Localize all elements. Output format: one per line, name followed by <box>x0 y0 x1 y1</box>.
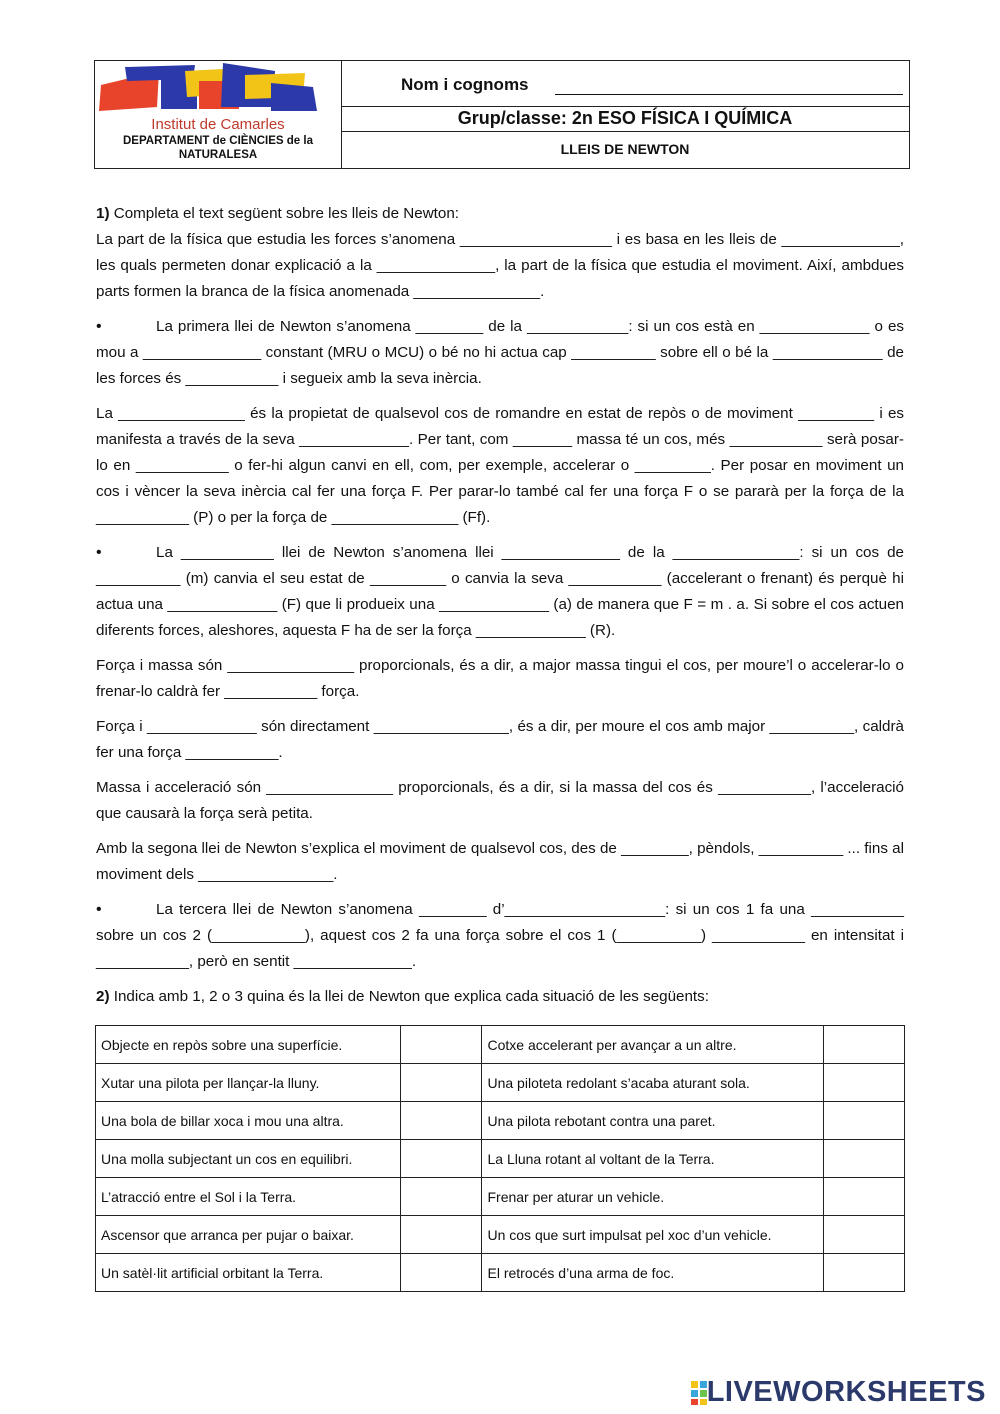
table-row <box>96 1102 905 1140</box>
situation-cell: El retrocés d’una arma de foc. <box>482 1254 824 1292</box>
answer-cell[interactable] <box>824 1140 905 1178</box>
situation-cell: La Lluna rotant al voltant de la Terra. <box>482 1140 824 1178</box>
answer-cell[interactable] <box>824 1178 905 1216</box>
section2-number: 2) <box>96 988 110 1005</box>
liveworksheets-watermark: LIVEWORKSHEETS <box>706 1376 986 1408</box>
topic-row: LLEIS DE NEWTON <box>560 141 690 157</box>
answer-cell[interactable] <box>824 1216 905 1254</box>
answer-cell[interactable] <box>824 1064 905 1102</box>
situation-cell: Una pilota rebotant contra una paret. <box>482 1102 824 1140</box>
section1-instruction: Completa el text següent sobre les lleis de Newton: <box>109 205 460 222</box>
table-row <box>96 1064 905 1102</box>
school-name: Institut de Camarles <box>151 116 285 133</box>
answer-cell[interactable] <box>401 1140 482 1178</box>
school-logo-cell <box>95 61 342 168</box>
answer-cell[interactable] <box>824 1026 905 1064</box>
answer-cell[interactable] <box>401 1216 482 1254</box>
third-law-bullet[interactable]: • La tercera llei de Newton s’anomena ________ d’___________________: si un cos 1 fa una ___________ sobre un cos 2 (___________), aquest cos 2 fa una força sobre el cos 1 (__________) ___________ en intensitat i ___________, però en sentit ______________. <box>96 897 904 975</box>
section2-instruction: Indica amb 1, 2 o 3 quina és la llei de Newton que explica cada situació de les següents: <box>109 988 709 1005</box>
answer-cell[interactable] <box>401 1064 482 1102</box>
section1-number: 1) <box>96 205 110 222</box>
table-row <box>96 1140 905 1178</box>
school-logo <box>95 61 341 117</box>
table-row <box>96 1216 905 1254</box>
situation-cell: Ascensor que arranca per pujar o baixar. <box>96 1216 401 1254</box>
situation-cell: Una molla subjectant un cos en equilibri. <box>96 1140 401 1178</box>
answer-cell[interactable] <box>824 1254 905 1292</box>
group-row: Grup/classe: 2n ESO FÍSICA I QUÍMICA <box>341 106 909 132</box>
mass-acceleration-paragraph[interactable]: Massa i acceleració són _______________ proporcionals, és a dir, si la massa del cos és ___________, l’acceleració que causarà la força serà petita. <box>96 779 904 822</box>
situation-cell: Un cos que surt impulsat pel xoc d’un vehicle. <box>482 1216 824 1254</box>
answer-cell[interactable] <box>401 1026 482 1064</box>
answer-cell[interactable] <box>824 1102 905 1140</box>
second-law-bullet[interactable]: • La ___________ llei de Newton s’anomena llei ______________ de la _______________: si un cos de __________ (m) canvia el seu estat de _________ o canvia la seva ___________ (accelerant o frenant) és perquè hi actua una _____________ (F) que li produeix una _____________ (a) de manera que F = m . a. Si sobre el cos actuen diferents forces, aleshores, aquesta F ha de ser la força _____________ (R). <box>96 540 904 644</box>
worksheet-header <box>94 60 910 169</box>
table-row <box>96 1178 905 1216</box>
situation-cell: Un satèl·lit artificial orbitant la Terra. <box>96 1254 401 1292</box>
section1-title <box>96 201 904 227</box>
name-row <box>341 61 909 107</box>
answer-cell[interactable] <box>401 1178 482 1216</box>
situation-cell: L’atracció entre el Sol i la Terra. <box>96 1178 401 1216</box>
worksheet-content <box>96 201 904 1010</box>
name-blank[interactable] <box>555 94 903 95</box>
table-row <box>96 1254 905 1292</box>
situations-table <box>95 1025 905 1292</box>
first-law-bullet[interactable]: • La primera llei de Newton s’anomena ________ de la ____________: si un cos està en _____________ o es mou a ______________ constant (MRU o MCU) o bé no hi actua cap __________ sobre ell o bé la _____________ de les forces és ___________ i segueix amb la seva inèrcia. <box>96 314 904 392</box>
situation-cell: Frenar per aturar un vehicle. <box>482 1178 824 1216</box>
force-mass-paragraph[interactable]: Força i massa són _______________ proporcionals, és a dir, a major massa tingui el cos, per moure’l o accelerar-lo o frenar-lo caldrà fer ___________ força. <box>96 657 904 700</box>
answer-cell[interactable] <box>401 1102 482 1140</box>
answer-cell[interactable] <box>401 1254 482 1292</box>
section1-paragraph-1[interactable]: La part de la física que estudia les forces s’anomena __________________ i es basa en les lleis de ______________, les quals permeten donar explicació a la ______________, la part de la física que estudia el moviment. Així, ambdues parts formen la branca de la física anomenada _______________. <box>96 231 904 300</box>
inertia-paragraph[interactable]: La _______________ és la propietat de qualsevol cos de romandre en estat de repòs o de moviment _________ i es manifesta a través de la seva _____________. Per tant, com _______ massa té un cos, més ___________ serà posar-lo en ___________ o fer-hi algun canvi en ell, com, per exemple, accelerar o _________. Per posar en moviment un cos i vèncer la seva inèrcia cal fer una força F. Per parar-lo també cal fer una força F o se pararà per la força de la ___________ (P) o per la força de _______________ (Ff). <box>96 405 904 526</box>
section2-title <box>96 984 904 1010</box>
situation-cell: Objecte en repòs sobre una superfície. <box>96 1026 401 1064</box>
situation-cell: Una piloteta redolant s’acaba aturant sola. <box>482 1064 824 1102</box>
situation-cell: Cotxe accelerant per avançar a un altre. <box>482 1026 824 1064</box>
second-law-applications-paragraph[interactable]: Amb la segona llei de Newton s’explica el moviment de qualsevol cos, des de ________, pèndols, __________ ... fins al moviment dels ________________. <box>96 840 904 883</box>
name-label: Nom i cognoms <box>401 75 529 94</box>
force-acceleration-paragraph[interactable]: Força i _____________ són directament ________________, és a dir, per moure el cos amb major __________, caldrà fer una força ___________. <box>96 718 904 761</box>
situation-cell: Xutar una pilota per llançar-la lluny. <box>96 1064 401 1102</box>
department-name: DEPARTAMENT de CIÈNCIES de la NATURALESA <box>123 135 313 161</box>
table-row <box>96 1026 905 1064</box>
situation-cell: Una bola de billar xoca i mou una altra. <box>96 1102 401 1140</box>
